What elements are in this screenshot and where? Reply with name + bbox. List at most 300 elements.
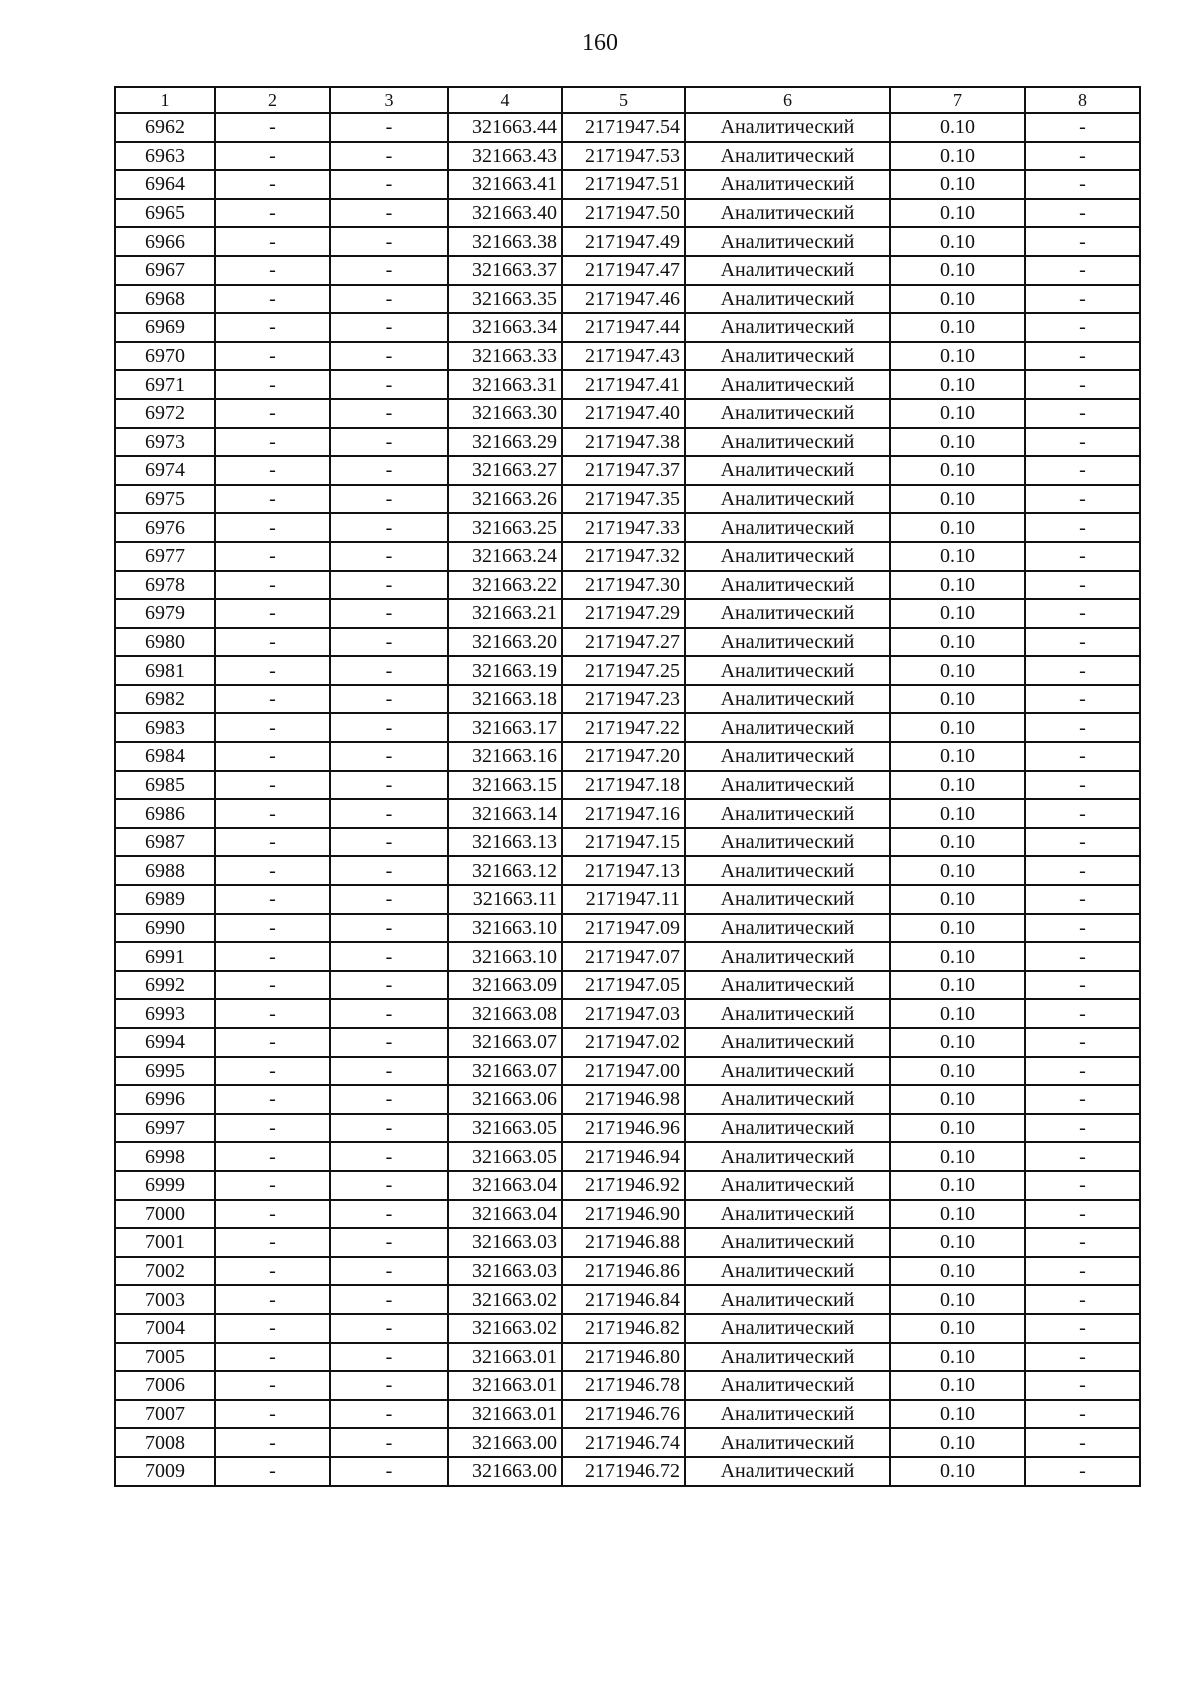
col3-cell: - (330, 113, 448, 142)
col2-cell: - (215, 1371, 330, 1400)
x-coordinate-cell: 321663.06 (448, 1085, 562, 1114)
col8-cell: - (1025, 571, 1140, 600)
table-row (115, 1457, 1140, 1486)
col8-cell: - (1025, 142, 1140, 171)
table-row (115, 1400, 1140, 1429)
point-number-cell: 6993 (115, 999, 215, 1028)
method-cell: Аналитический (685, 256, 890, 285)
col2-cell: - (215, 656, 330, 685)
point-number-cell: 6999 (115, 1171, 215, 1200)
col3-cell: - (330, 1114, 448, 1143)
accuracy-cell: 0.10 (890, 1142, 1025, 1171)
method-cell: Аналитический (685, 742, 890, 771)
y-coordinate-cell: 2171947.44 (562, 313, 685, 342)
y-coordinate-cell: 2171947.11 (562, 885, 685, 914)
col8-cell: - (1025, 742, 1140, 771)
accuracy-cell: 0.10 (890, 942, 1025, 971)
col2-cell: - (215, 1343, 330, 1372)
accuracy-cell: 0.10 (890, 1457, 1025, 1486)
point-number-cell: 7004 (115, 1314, 215, 1343)
col8-cell: - (1025, 1085, 1140, 1114)
method-cell: Аналитический (685, 542, 890, 571)
col8-cell: - (1025, 856, 1140, 885)
accuracy-cell: 0.10 (890, 256, 1025, 285)
y-coordinate-cell: 2171947.41 (562, 370, 685, 399)
y-coordinate-cell: 2171947.20 (562, 742, 685, 771)
y-coordinate-cell: 2171946.94 (562, 1142, 685, 1171)
x-coordinate-cell: 321663.29 (448, 428, 562, 457)
table-row (115, 485, 1140, 514)
accuracy-cell: 0.10 (890, 1257, 1025, 1286)
y-coordinate-cell: 2171947.51 (562, 170, 685, 199)
col3-cell: - (330, 685, 448, 714)
coordinates-table (114, 86, 1141, 1487)
col3-cell: - (330, 1400, 448, 1429)
col3-cell: - (330, 370, 448, 399)
col3-cell: - (330, 885, 448, 914)
table-row (115, 313, 1140, 342)
accuracy-cell: 0.10 (890, 1228, 1025, 1257)
accuracy-cell: 0.10 (890, 1343, 1025, 1372)
col3-cell: - (330, 1314, 448, 1343)
accuracy-cell: 0.10 (890, 142, 1025, 171)
table-row (115, 742, 1140, 771)
table-row (115, 999, 1140, 1028)
x-coordinate-cell: 321663.16 (448, 742, 562, 771)
method-cell: Аналитический (685, 942, 890, 971)
col8-cell: - (1025, 256, 1140, 285)
column-header: 8 (1025, 87, 1140, 113)
x-coordinate-cell: 321663.44 (448, 113, 562, 142)
col2-cell: - (215, 227, 330, 256)
col8-cell: - (1025, 1371, 1140, 1400)
col8-cell: - (1025, 1142, 1140, 1171)
col3-cell: - (330, 942, 448, 971)
col2-cell: - (215, 285, 330, 314)
col8-cell: - (1025, 227, 1140, 256)
col2-cell: - (215, 713, 330, 742)
point-number-cell: 6986 (115, 799, 215, 828)
method-cell: Аналитический (685, 656, 890, 685)
point-number-cell: 6975 (115, 485, 215, 514)
y-coordinate-cell: 2171946.90 (562, 1200, 685, 1229)
method-cell: Аналитический (685, 113, 890, 142)
method-cell: Аналитический (685, 1114, 890, 1143)
method-cell: Аналитический (685, 1400, 890, 1429)
table-row (115, 914, 1140, 943)
col3-cell: - (330, 485, 448, 514)
point-number-cell: 6977 (115, 542, 215, 571)
col2-cell: - (215, 685, 330, 714)
x-coordinate-cell: 321663.13 (448, 828, 562, 857)
method-cell: Аналитический (685, 713, 890, 742)
method-cell: Аналитический (685, 571, 890, 600)
accuracy-cell: 0.10 (890, 1085, 1025, 1114)
y-coordinate-cell: 2171946.92 (562, 1171, 685, 1200)
col8-cell: - (1025, 885, 1140, 914)
col8-cell: - (1025, 542, 1140, 571)
table-row (115, 1171, 1140, 1200)
y-coordinate-cell: 2171947.09 (562, 914, 685, 943)
accuracy-cell: 0.10 (890, 399, 1025, 428)
accuracy-cell: 0.10 (890, 199, 1025, 228)
x-coordinate-cell: 321663.05 (448, 1114, 562, 1143)
col2-cell: - (215, 199, 330, 228)
y-coordinate-cell: 2171947.29 (562, 599, 685, 628)
col2-cell: - (215, 971, 330, 1000)
col8-cell: - (1025, 428, 1140, 457)
col3-cell: - (330, 742, 448, 771)
table-row (115, 142, 1140, 171)
col2-cell: - (215, 571, 330, 600)
col8-cell: - (1025, 1285, 1140, 1314)
x-coordinate-cell: 321663.20 (448, 628, 562, 657)
col3-cell: - (330, 828, 448, 857)
y-coordinate-cell: 2171946.96 (562, 1114, 685, 1143)
col2-cell: - (215, 113, 330, 142)
point-number-cell: 7008 (115, 1428, 215, 1457)
col3-cell: - (330, 513, 448, 542)
method-cell: Аналитический (685, 485, 890, 514)
table-row (115, 971, 1140, 1000)
col3-cell: - (330, 656, 448, 685)
table-row (115, 1114, 1140, 1143)
x-coordinate-cell: 321663.07 (448, 1028, 562, 1057)
col8-cell: - (1025, 828, 1140, 857)
table-row (115, 342, 1140, 371)
col8-cell: - (1025, 799, 1140, 828)
method-cell: Аналитический (685, 1200, 890, 1229)
accuracy-cell: 0.10 (890, 1057, 1025, 1086)
table-row (115, 370, 1140, 399)
table-row (115, 428, 1140, 457)
accuracy-cell: 0.10 (890, 628, 1025, 657)
method-cell: Аналитический (685, 456, 890, 485)
method-cell: Аналитический (685, 199, 890, 228)
x-coordinate-cell: 321663.17 (448, 713, 562, 742)
col3-cell: - (330, 599, 448, 628)
point-number-cell: 6985 (115, 771, 215, 800)
col3-cell: - (330, 1371, 448, 1400)
point-number-cell: 6991 (115, 942, 215, 971)
column-header: 2 (215, 87, 330, 113)
method-cell: Аналитический (685, 142, 890, 171)
method-cell: Аналитический (685, 1457, 890, 1486)
col3-cell: - (330, 999, 448, 1028)
col8-cell: - (1025, 1057, 1140, 1086)
accuracy-cell: 0.10 (890, 1028, 1025, 1057)
accuracy-cell: 0.10 (890, 599, 1025, 628)
col2-cell: - (215, 1085, 330, 1114)
method-cell: Аналитический (685, 285, 890, 314)
x-coordinate-cell: 321663.14 (448, 799, 562, 828)
accuracy-cell: 0.10 (890, 456, 1025, 485)
col8-cell: - (1025, 370, 1140, 399)
point-number-cell: 6997 (115, 1114, 215, 1143)
col8-cell: - (1025, 1200, 1140, 1229)
accuracy-cell: 0.10 (890, 285, 1025, 314)
table-row (115, 856, 1140, 885)
method-cell: Аналитический (685, 399, 890, 428)
col8-cell: - (1025, 685, 1140, 714)
accuracy-cell: 0.10 (890, 885, 1025, 914)
table-row (115, 571, 1140, 600)
col8-cell: - (1025, 1457, 1140, 1486)
col8-cell: - (1025, 1343, 1140, 1372)
accuracy-cell: 0.10 (890, 971, 1025, 1000)
col2-cell: - (215, 170, 330, 199)
x-coordinate-cell: 321663.04 (448, 1171, 562, 1200)
y-coordinate-cell: 2171946.86 (562, 1257, 685, 1286)
x-coordinate-cell: 321663.00 (448, 1428, 562, 1457)
point-number-cell: 7002 (115, 1257, 215, 1286)
x-coordinate-cell: 321663.15 (448, 771, 562, 800)
x-coordinate-cell: 321663.24 (448, 542, 562, 571)
accuracy-cell: 0.10 (890, 313, 1025, 342)
accuracy-cell: 0.10 (890, 742, 1025, 771)
method-cell: Аналитический (685, 170, 890, 199)
col8-cell: - (1025, 942, 1140, 971)
x-coordinate-cell: 321663.03 (448, 1257, 562, 1286)
point-number-cell: 6979 (115, 599, 215, 628)
method-cell: Аналитический (685, 342, 890, 371)
col2-cell: - (215, 1200, 330, 1229)
col8-cell: - (1025, 313, 1140, 342)
col3-cell: - (330, 313, 448, 342)
column-header: 6 (685, 87, 890, 113)
accuracy-cell: 0.10 (890, 227, 1025, 256)
y-coordinate-cell: 2171947.02 (562, 1028, 685, 1057)
col8-cell: - (1025, 914, 1140, 943)
point-number-cell: 6976 (115, 513, 215, 542)
x-coordinate-cell: 321663.11 (448, 885, 562, 914)
y-coordinate-cell: 2171947.07 (562, 942, 685, 971)
point-number-cell: 6972 (115, 399, 215, 428)
accuracy-cell: 0.10 (890, 1428, 1025, 1457)
y-coordinate-cell: 2171946.88 (562, 1228, 685, 1257)
col2-cell: - (215, 256, 330, 285)
point-number-cell: 6994 (115, 1028, 215, 1057)
col8-cell: - (1025, 513, 1140, 542)
x-coordinate-cell: 321663.02 (448, 1314, 562, 1343)
x-coordinate-cell: 321663.09 (448, 971, 562, 1000)
x-coordinate-cell: 321663.00 (448, 1457, 562, 1486)
y-coordinate-cell: 2171947.23 (562, 685, 685, 714)
col8-cell: - (1025, 399, 1140, 428)
table-row (115, 628, 1140, 657)
y-coordinate-cell: 2171946.82 (562, 1314, 685, 1343)
table-row (115, 1371, 1140, 1400)
x-coordinate-cell: 321663.18 (448, 685, 562, 714)
y-coordinate-cell: 2171947.00 (562, 1057, 685, 1086)
x-coordinate-cell: 321663.38 (448, 227, 562, 256)
x-coordinate-cell: 321663.40 (448, 199, 562, 228)
col8-cell: - (1025, 199, 1140, 228)
accuracy-cell: 0.10 (890, 342, 1025, 371)
col2-cell: - (215, 856, 330, 885)
point-number-cell: 6969 (115, 313, 215, 342)
col3-cell: - (330, 571, 448, 600)
table-row (115, 799, 1140, 828)
col2-cell: - (215, 342, 330, 371)
method-cell: Аналитический (685, 914, 890, 943)
point-number-cell: 6992 (115, 971, 215, 1000)
col3-cell: - (330, 1142, 448, 1171)
point-number-cell: 6984 (115, 742, 215, 771)
accuracy-cell: 0.10 (890, 485, 1025, 514)
x-coordinate-cell: 321663.10 (448, 914, 562, 943)
col3-cell: - (330, 971, 448, 1000)
col3-cell: - (330, 1428, 448, 1457)
accuracy-cell: 0.10 (890, 999, 1025, 1028)
point-number-cell: 6998 (115, 1142, 215, 1171)
method-cell: Аналитический (685, 1085, 890, 1114)
col3-cell: - (330, 1028, 448, 1057)
table-row (115, 942, 1140, 971)
x-coordinate-cell: 321663.33 (448, 342, 562, 371)
col3-cell: - (330, 1085, 448, 1114)
table-row (115, 1285, 1140, 1314)
method-cell: Аналитический (685, 1371, 890, 1400)
y-coordinate-cell: 2171947.47 (562, 256, 685, 285)
x-coordinate-cell: 321663.43 (448, 142, 562, 171)
x-coordinate-cell: 321663.37 (448, 256, 562, 285)
column-header: 1 (115, 87, 215, 113)
point-number-cell: 6995 (115, 1057, 215, 1086)
y-coordinate-cell: 2171947.54 (562, 113, 685, 142)
y-coordinate-cell: 2171947.40 (562, 399, 685, 428)
table-header-row (115, 87, 1140, 113)
col2-cell: - (215, 742, 330, 771)
col3-cell: - (330, 713, 448, 742)
col3-cell: - (330, 1200, 448, 1229)
col2-cell: - (215, 542, 330, 571)
accuracy-cell: 0.10 (890, 571, 1025, 600)
col8-cell: - (1025, 285, 1140, 314)
col2-cell: - (215, 1142, 330, 1171)
col3-cell: - (330, 399, 448, 428)
point-number-cell: 6974 (115, 456, 215, 485)
table-row (115, 1428, 1140, 1457)
col2-cell: - (215, 885, 330, 914)
x-coordinate-cell: 321663.41 (448, 170, 562, 199)
x-coordinate-cell: 321663.34 (448, 313, 562, 342)
page-number: 160 (582, 30, 618, 56)
point-number-cell: 6963 (115, 142, 215, 171)
y-coordinate-cell: 2171947.16 (562, 799, 685, 828)
col2-cell: - (215, 1257, 330, 1286)
col3-cell: - (330, 1057, 448, 1086)
table-row (115, 1200, 1140, 1229)
y-coordinate-cell: 2171947.03 (562, 999, 685, 1028)
col8-cell: - (1025, 1028, 1140, 1057)
x-coordinate-cell: 321663.21 (448, 599, 562, 628)
col3-cell: - (330, 428, 448, 457)
y-coordinate-cell: 2171946.80 (562, 1343, 685, 1372)
col8-cell: - (1025, 599, 1140, 628)
y-coordinate-cell: 2171947.15 (562, 828, 685, 857)
y-coordinate-cell: 2171947.43 (562, 342, 685, 371)
x-coordinate-cell: 321663.31 (448, 370, 562, 399)
method-cell: Аналитический (685, 1314, 890, 1343)
point-number-cell: 6988 (115, 856, 215, 885)
col2-cell: - (215, 313, 330, 342)
table-row (115, 1142, 1140, 1171)
method-cell: Аналитический (685, 1428, 890, 1457)
point-number-cell: 7006 (115, 1371, 215, 1400)
accuracy-cell: 0.10 (890, 428, 1025, 457)
table-row (115, 713, 1140, 742)
col2-cell: - (215, 1285, 330, 1314)
accuracy-cell: 0.10 (890, 713, 1025, 742)
accuracy-cell: 0.10 (890, 1314, 1025, 1343)
col3-cell: - (330, 628, 448, 657)
accuracy-cell: 0.10 (890, 513, 1025, 542)
col2-cell: - (215, 428, 330, 457)
method-cell: Аналитический (685, 1343, 890, 1372)
point-number-cell: 6965 (115, 199, 215, 228)
y-coordinate-cell: 2171946.74 (562, 1428, 685, 1457)
col2-cell: - (215, 1428, 330, 1457)
y-coordinate-cell: 2171947.53 (562, 142, 685, 171)
y-coordinate-cell: 2171947.25 (562, 656, 685, 685)
method-cell: Аналитический (685, 628, 890, 657)
table-row (115, 1028, 1140, 1057)
accuracy-cell: 0.10 (890, 1171, 1025, 1200)
col3-cell: - (330, 856, 448, 885)
col2-cell: - (215, 485, 330, 514)
y-coordinate-cell: 2171947.27 (562, 628, 685, 657)
col8-cell: - (1025, 342, 1140, 371)
point-number-cell: 6968 (115, 285, 215, 314)
method-cell: Аналитический (685, 1028, 890, 1057)
method-cell: Аналитический (685, 828, 890, 857)
col8-cell: - (1025, 999, 1140, 1028)
col3-cell: - (330, 342, 448, 371)
y-coordinate-cell: 2171947.22 (562, 713, 685, 742)
col8-cell: - (1025, 1114, 1140, 1143)
x-coordinate-cell: 321663.01 (448, 1343, 562, 1372)
x-coordinate-cell: 321663.05 (448, 1142, 562, 1171)
method-cell: Аналитический (685, 885, 890, 914)
col2-cell: - (215, 771, 330, 800)
point-number-cell: 6978 (115, 571, 215, 600)
table-row (115, 456, 1140, 485)
point-number-cell: 6990 (115, 914, 215, 943)
method-cell: Аналитический (685, 1285, 890, 1314)
col2-cell: - (215, 1457, 330, 1486)
x-coordinate-cell: 321663.07 (448, 1057, 562, 1086)
y-coordinate-cell: 2171947.33 (562, 513, 685, 542)
col3-cell: - (330, 1228, 448, 1257)
col2-cell: - (215, 828, 330, 857)
point-number-cell: 7009 (115, 1457, 215, 1486)
point-number-cell: 6980 (115, 628, 215, 657)
col2-cell: - (215, 914, 330, 943)
accuracy-cell: 0.10 (890, 771, 1025, 800)
col2-cell: - (215, 399, 330, 428)
col8-cell: - (1025, 656, 1140, 685)
x-coordinate-cell: 321663.22 (448, 571, 562, 600)
table-row (115, 513, 1140, 542)
table-row (115, 1257, 1140, 1286)
x-coordinate-cell: 321663.25 (448, 513, 562, 542)
method-cell: Аналитический (685, 1171, 890, 1200)
column-header: 4 (448, 87, 562, 113)
point-number-cell: 7005 (115, 1343, 215, 1372)
col8-cell: - (1025, 1400, 1140, 1429)
method-cell: Аналитический (685, 313, 890, 342)
